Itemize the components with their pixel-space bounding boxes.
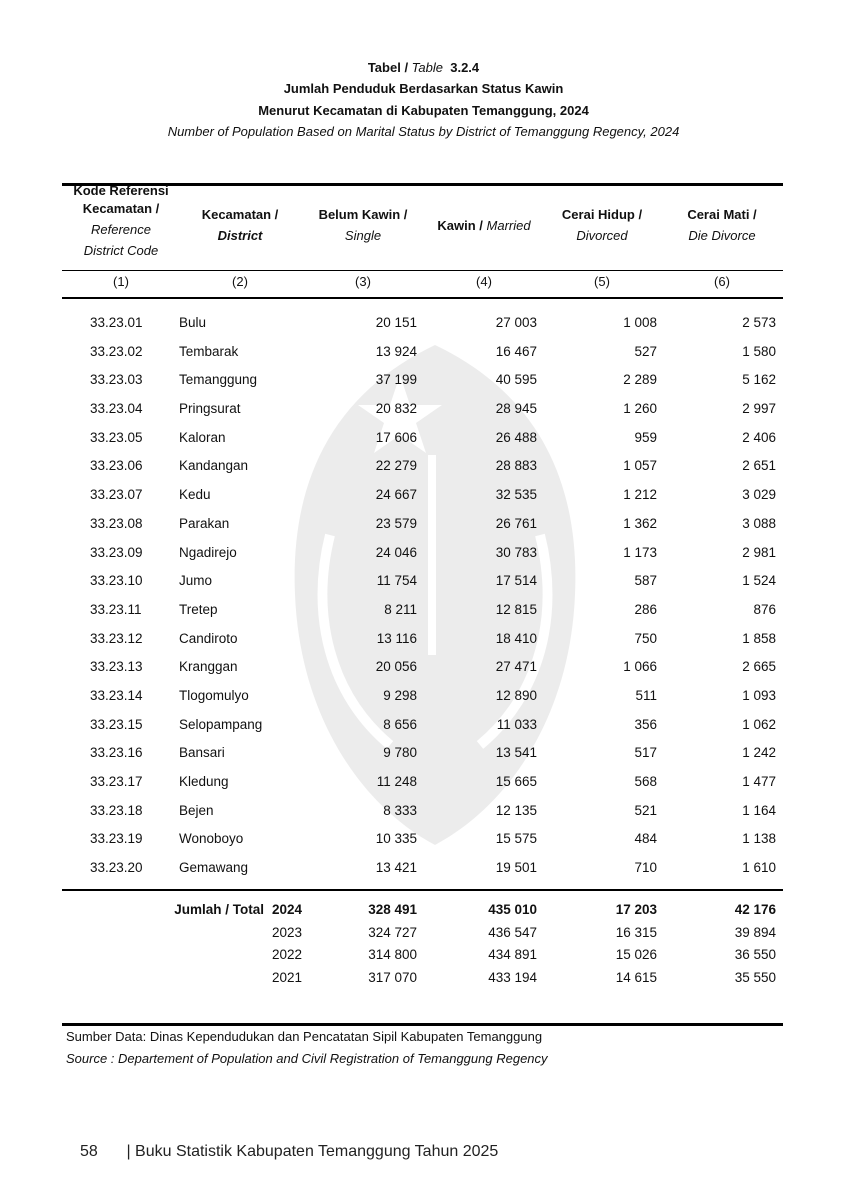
table-row [62,715,783,744]
totals-year: 2024 [271,902,302,917]
die-divorce-value: 876 [753,601,776,617]
table-row [62,686,783,715]
district-name: Bejen [179,802,214,818]
totals-row [62,968,783,991]
column-number: (6) [714,274,730,289]
die-divorce-value: 3 088 [742,515,776,531]
table-row [62,543,783,572]
table-row [62,342,783,371]
single-value: 8 333 [383,802,417,818]
die-divorce-value: 1 093 [742,687,776,703]
district-code: 33.23.15 [90,716,143,732]
divorced-value: 286 [634,601,657,617]
divorced-value: 356 [634,716,657,732]
single-value: 8 211 [384,601,417,617]
district-code: 33.23.11 [90,601,142,617]
die-divorce-value: 5 162 [742,372,776,388]
single-value: 24 046 [375,544,417,560]
column-number: (1) [113,274,129,289]
die-divorce-value: 2 651 [742,458,776,474]
district-code: 33.23.02 [90,343,143,359]
header-divorced: Cerai Hidup / Divorced [561,207,643,243]
district-code: 33.23.14 [90,687,143,703]
district-name: Kranggan [179,659,238,675]
district-name: Kandangan [179,458,249,474]
totals-divorced: 16 315 [615,924,657,940]
married-value: 32 535 [495,487,537,503]
divorced-value: 1 008 [623,315,657,330]
divorced-value: 1 057 [623,458,657,474]
table-row [62,571,783,600]
table-row [62,399,783,428]
table-title-en: Number of Population Based on Marital Status by District of Temanggung Regency, 2024 [167,124,680,139]
single-value: 37 199 [375,372,417,388]
totals-row [62,900,783,923]
die-divorce-value: 2 406 [742,429,776,445]
district-name: Parakan [179,515,230,531]
divorced-value: 517 [634,745,657,761]
header-code: Kode Referensi Kecamatan / Reference District Code [73,183,169,258]
divorced-value: 710 [634,860,657,876]
divorced-value: 959 [634,429,657,445]
table-row [62,456,783,485]
table-row [62,801,783,830]
married-value: 16 467 [495,343,537,359]
table-row [62,858,783,887]
district-code: 33.23.12 [90,630,143,646]
totals-label: Jumlah / Total [174,902,264,917]
die-divorce-value: 1 138 [742,831,776,847]
district-code: 33.23.13 [90,659,143,675]
divorced-value: 587 [634,573,657,589]
header-married: Kawin / Married [437,218,531,233]
district-code: 33.23.18 [90,802,143,818]
district-code: 33.23.07 [90,487,143,503]
divorced-value: 484 [634,831,657,847]
single-value: 22 279 [375,458,417,474]
district-name: Bansari [179,745,225,761]
table-row [62,514,783,543]
single-value: 13 421 [375,860,417,876]
district-name: Gemawang [179,860,249,876]
table-row [62,485,783,514]
column-number: (3) [355,274,371,289]
divorced-value: 2 289 [623,372,657,388]
married-value: 30 783 [495,544,537,560]
married-value: 26 488 [495,429,537,445]
header-divider [62,270,783,271]
totals-single: 317 070 [368,969,417,985]
district-code: 33.23.10 [90,573,143,589]
column-number: (4) [476,274,492,289]
source-en: Source : Departement of Population and Civil Registration of Temanggung Regency [66,1051,548,1066]
district-code: 33.23.05 [90,429,143,445]
table-row [62,629,783,658]
totals-die-divorce: 35 550 [734,969,776,985]
married-value: 40 595 [495,372,537,388]
totals-die-divorce: 42 176 [734,902,776,917]
table-row [62,428,783,457]
totals-die-divorce: 39 894 [734,924,776,940]
page-number: 58 [80,1143,98,1160]
header-district: Kecamatan / District [201,207,279,243]
district-name: Temanggung [179,372,258,388]
district-code: 33.23.01 [90,315,143,330]
column-number: (2) [232,274,248,289]
district-code: 33.23.06 [90,458,143,474]
die-divorce-value: 2 981 [742,544,776,560]
divorced-value: 511 [635,687,657,703]
married-value: 28 945 [495,401,537,417]
district-name: Wonoboyo [179,831,244,847]
married-value: 26 761 [495,515,537,531]
single-value: 9 298 [383,687,417,703]
district-name: Kaloran [179,429,226,445]
district-code: 33.23.08 [90,515,143,531]
divorced-value: 521 [634,802,657,818]
single-value: 20 832 [375,401,417,417]
divorced-value: 1 066 [623,659,657,675]
district-code: 33.23.17 [90,774,143,789]
table-subtitle-id: Menurut Kecamatan di Kabupaten Temanggung, 2024 [258,103,589,118]
married-value: 11 033 [496,716,537,732]
totals-married: 436 547 [488,924,537,940]
district-name: Pringsurat [179,401,241,417]
district-name: Selopampang [179,716,263,732]
district-name: Tembarak [179,343,239,359]
die-divorce-value: 2 665 [742,659,776,675]
totals-divorced: 14 615 [615,969,657,985]
married-value: 12 135 [495,802,537,818]
footer-text: | Buku Statistik Kabupaten Temanggung Tahun 2025 [126,1143,499,1160]
table-header [62,183,783,267]
married-value: 12 815 [495,601,537,617]
married-value: 15 665 [495,774,537,789]
divorced-value: 527 [634,343,657,359]
table-row [62,600,783,629]
table-row [62,313,783,342]
totals-single: 328 491 [368,902,417,917]
die-divorce-value: 1 242 [742,745,776,761]
married-value: 18 410 [495,630,537,646]
single-value: 8 656 [383,716,417,732]
married-value: 17 514 [495,573,537,589]
die-divorce-value: 1 580 [742,343,776,359]
single-value: 10 335 [375,831,417,847]
totals-divorced: 15 026 [615,947,657,962]
die-divorce-value: 3 029 [742,487,776,503]
table-number-line: Tabel / Table 3.2.4 [367,60,480,75]
die-divorce-value: 1 477 [742,774,776,789]
district-name: Bulu [179,315,207,330]
table-row [62,829,783,858]
divorced-value: 1 212 [623,487,657,503]
district-code: 33.23.20 [90,860,143,876]
married-value: 12 890 [495,687,537,703]
die-divorce-value: 2 573 [742,315,776,330]
totals-divorced: 17 203 [615,902,657,917]
single-value: 13 924 [375,343,417,359]
totals-single: 324 727 [368,924,417,940]
single-value: 9 780 [383,745,417,761]
district-code: 33.23.03 [90,372,143,388]
totals-row [62,945,783,968]
married-value: 13 541 [495,745,537,761]
table-row [62,743,783,772]
divorced-value: 1 173 [623,544,657,560]
married-value: 28 883 [495,458,537,474]
single-value: 24 667 [375,487,417,503]
divorced-value: 568 [634,774,657,789]
table-title-id: Jumlah Penduduk Berdasarkan Status Kawin [283,81,564,96]
table-row [62,772,783,801]
married-value: 15 575 [495,831,537,847]
source-id: Sumber Data: Dinas Kependudukan dan Pencatatan Sipil Kabupaten Temanggung [66,1029,543,1044]
header-single: Belum Kawin / Single [318,207,408,243]
totals-year: 2021 [271,969,302,985]
district-name: Tlogomulyo [179,687,249,703]
district-code: 33.23.19 [90,831,143,847]
table-row [62,370,783,399]
single-value: 23 579 [375,515,417,531]
totals-die-divorce: 36 550 [734,947,776,962]
divorced-value: 1 362 [623,515,657,531]
district-name: Kedu [179,487,211,503]
die-divorce-value: 1 062 [742,716,776,732]
column-number-divider [62,297,783,299]
column-number: (5) [594,274,610,289]
married-value: 19 501 [495,860,537,876]
district-code: 33.23.04 [90,401,143,417]
column-number-row [62,274,783,294]
district-name: Jumo [179,573,213,589]
totals-row [62,923,783,946]
die-divorce-value: 1 858 [742,630,776,646]
die-divorce-value: 1 524 [742,573,776,589]
totals-single: 314 800 [368,947,417,962]
die-divorce-value: 1 164 [742,802,776,818]
page-footer [80,1143,498,1161]
totals-married: 433 194 [488,969,537,985]
totals-block [62,900,783,990]
totals-married: 435 010 [488,902,537,917]
die-divorce-value: 2 997 [742,401,776,417]
married-value: 27 003 [495,315,537,330]
divorced-value: 750 [634,630,657,646]
district-name: Kledung [179,774,229,789]
married-value: 27 471 [495,659,537,675]
single-value: 13 116 [376,630,417,646]
table-row [62,657,783,686]
source-note [66,1026,548,1070]
district-name: Ngadirejo [179,544,237,560]
single-value: 11 754 [376,573,417,589]
table-body [62,313,783,887]
single-value: 20 151 [375,315,417,330]
single-value: 11 248 [376,774,417,789]
district-code: 33.23.09 [90,544,143,560]
totals-year: 2022 [271,947,302,962]
district-name: Tretep [179,601,218,617]
totals-divider [62,889,783,891]
single-value: 20 056 [375,659,417,675]
die-divorce-value: 1 610 [742,860,776,876]
single-value: 17 606 [375,429,417,445]
divorced-value: 1 260 [623,401,657,417]
district-code: 33.23.16 [90,745,143,761]
totals-married: 434 891 [488,947,537,962]
totals-year: 2023 [271,924,302,940]
table-title-block [0,58,847,142]
header-die-divorce: Cerai Mati / Die Divorce [687,207,757,243]
district-name: Candiroto [179,630,238,646]
